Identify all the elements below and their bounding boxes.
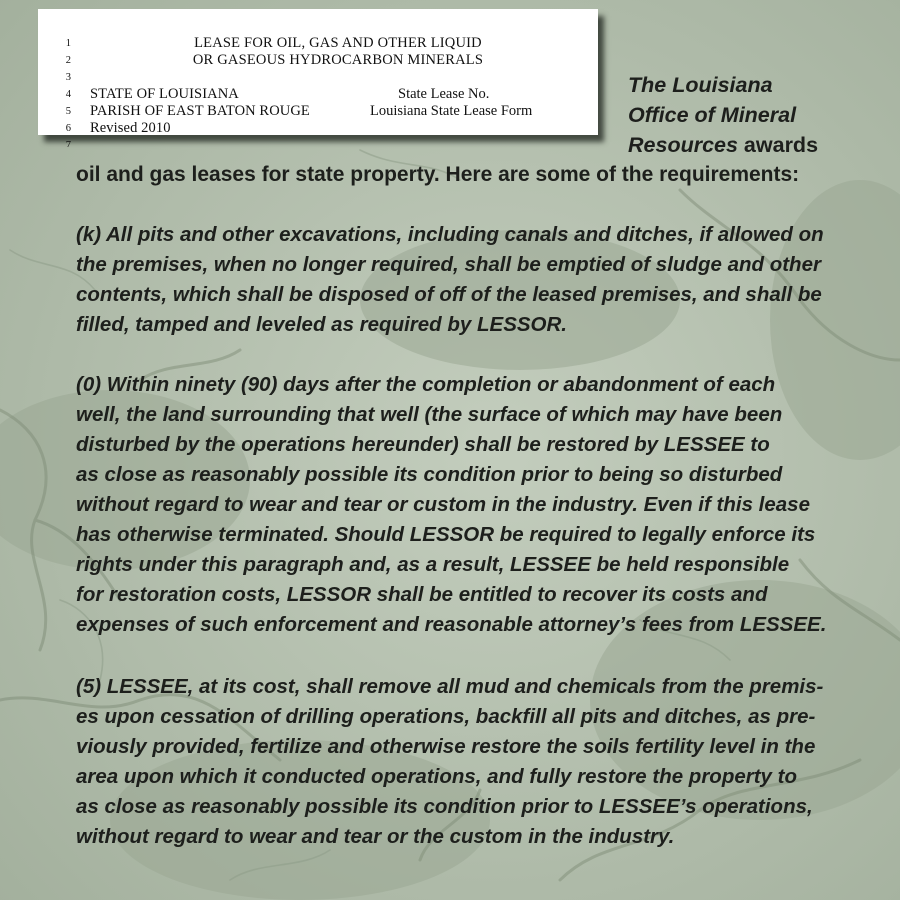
clause-line: disturbed by the operations hereunder) shall be restored by LESSEE to bbox=[76, 433, 770, 456]
clause-line: (0) Within ninety (90) days after the completion or abandonment of each bbox=[76, 373, 776, 396]
line-number: 2 bbox=[65, 55, 71, 66]
intro-line-2: Office of Mineral bbox=[628, 103, 797, 127]
clause-0 bbox=[76, 370, 866, 640]
clause-line: the premises, when no longer required, shall be emptied of sludge and other bbox=[76, 253, 821, 276]
clause-line: contents, which shall be disposed of off of the leased premises, and shall be bbox=[76, 283, 822, 306]
line-number: 4 bbox=[65, 89, 71, 100]
clause-line: filled, tamped and leveled as required by LESSOR. bbox=[76, 313, 567, 336]
intro-line-3 bbox=[628, 130, 898, 160]
clause-k bbox=[76, 220, 866, 340]
lease-title-line-1: LEASE FOR OIL, GAS AND OTHER LIQUID bbox=[194, 35, 482, 51]
clause-line: expenses of such enforcement and reasonable attorney’s fees from LESSEE. bbox=[76, 613, 827, 636]
intro-awards: awards bbox=[737, 133, 819, 157]
clause-line: as close as reasonably possible its condition prior to being so disturbed bbox=[76, 463, 783, 486]
intro-continuation: oil and gas leases for state property. Here are some of the requirements: bbox=[76, 163, 800, 186]
lease-title-line-2: OR GASEOUS HYDROCARBON MINERALS bbox=[192, 52, 484, 68]
clause-line: for restoration costs, LESSOR shall be entitled to recover its costs and bbox=[76, 583, 768, 606]
line-number: 7 bbox=[65, 140, 71, 147]
lease-parish: PARISH OF EAST BATON ROUGE bbox=[90, 103, 310, 119]
clause-line: without regard to wear and tear or custom in the industry. Even if this lease bbox=[76, 493, 810, 516]
intro-line-1: The Louisiana bbox=[628, 73, 773, 97]
clause-line: as close as reasonably possible its condition prior to LESSEE’s operations, bbox=[76, 795, 813, 818]
clause-line: (5) LESSEE, at its cost, shall remove all mud and chemicals from the premis- bbox=[76, 675, 824, 698]
clause-line: rights under this paragraph and, as a result, LESSEE be held responsible bbox=[76, 553, 790, 576]
lease-form-name: Louisiana State Lease Form bbox=[370, 103, 533, 119]
intro-line-3-text: Resources bbox=[628, 133, 738, 157]
clause-line: (k) All pits and other excavations, including canals and ditches, if allowed on bbox=[76, 223, 824, 246]
clause-line: viously provided, fertilize and otherwise restore the soils fertility level in the bbox=[76, 735, 816, 758]
clause-5 bbox=[76, 672, 866, 852]
clause-line: area upon which it conducted operations, and fully restore the property to bbox=[76, 765, 798, 788]
clause-line: well, the land surrounding that well (the surface of which may have been bbox=[76, 403, 783, 426]
clause-line: without regard to wear and tear or the custom in the industry. bbox=[76, 825, 675, 848]
line-number: 3 bbox=[65, 72, 71, 83]
lease-state: STATE OF LOUISIANA bbox=[90, 86, 239, 102]
lease-revised: Revised 2010 bbox=[90, 120, 171, 136]
line-number: 5 bbox=[65, 106, 71, 117]
line-number: 1 bbox=[65, 38, 71, 49]
intro-heading bbox=[628, 70, 898, 160]
line-number: 6 bbox=[65, 123, 71, 134]
clause-line: has otherwise terminated. Should LESSOR be required to legally enforce its bbox=[76, 523, 816, 546]
lease-number-label: State Lease No. bbox=[398, 86, 490, 102]
clause-line: es upon cessation of drilling operations, backfill all pits and ditches, as pre- bbox=[76, 705, 816, 728]
